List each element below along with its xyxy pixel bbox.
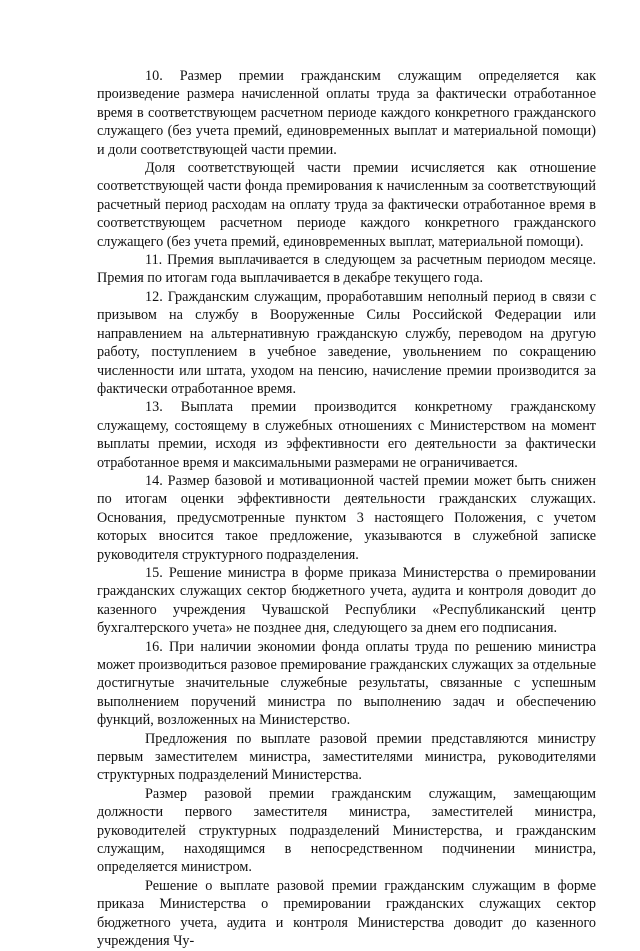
paragraph-10-share: Доля соответствующей части премии исчисляется как отношение соответствующей части фонда премирования к начисленным за соответствующий расчетный период расходам на оплату труда за фактически отработанное время в соответствующем расчетном периоде каждого конкретного гражданского служащего (без учета премий, единовременных выплат, материальной помощи). (97, 160, 596, 250)
paragraph-13: 13. Выплата премии производится конкретному гражданскому служащему, состоящему в служебных отношениях с Министерством на момент выплаты премии, исходя из эффективности его деятельности за фактически отработанное время и максимальными размерами не ограничивается. (97, 399, 596, 471)
document-body (97, 67, 596, 951)
paragraph-12: 12. Гражданским служащим, проработавшим неполный период в связи с призывом на службу в Вооруженные Силы Российской Федерации или направлением на альтернативную гражданскую службу, переводом на другую работу, поступлением в учебное заведение, увольнением по сокращению численности или штата, уходом на пенсию, начисление премии производится за фактически отработанное время. (97, 288, 596, 397)
paragraph-16: 16. При наличии экономии фонда оплаты труда по решению министра может производиться разовое премирование гражданских служащих за отдельные достигнутые значительные служебные результаты, связанные с успешным выполнением поручений министра по выполнению задач и обеспечению функций, возложенных на Министерство. (97, 638, 596, 729)
paragraph-16-size: Размер разовой премии гражданским служащим, замещающим должности первого заместителя министра, заместителей министра, руководителей структурных подразделений Министерства, и гражданским служащим, находящимся в непосредственном подчинении министра, определяется министром. (97, 785, 596, 876)
paragraph-10: 10. Размер премии гражданским служащим определяется как произведение размера начисленной оплаты труда за фактически отработанное время в соответствующем расчетном периоде каждого конкретного гражданского служащего (без учета премий, единовременных выплат и материальной помощи) и доли соответствующей части премии. (97, 68, 596, 158)
paragraph-14: 14. Размер базовой и мотивационной частей премии может быть снижен по итогам оценки эффективности деятельности гражданских служащих. Основания, предусмотренные пунктом 3 настоящего Положения, с учетом которых вносится такое предложение, указываются в служебной записке руководителя структурного подразделения. (97, 472, 596, 563)
paragraph-11: 11. Премия выплачивается в следующем за расчетным периодом месяце. Премия по итогам года выплачивается в декабре текущего года. (97, 252, 596, 287)
paragraph-16-proposals: Предложения по выплате разовой премии представляются министру первым заместителем министра, заместителями министра, руководителями структурных подразделений Министерства. (97, 730, 596, 784)
paragraph-16-decision: Решение о выплате разовой премии гражданским служащим в форме приказа Министерства о премировании гражданских служащих сектор бюджетного учета, аудита и контроля Министерства доводит до казенного учреждения Чу- (97, 877, 596, 950)
paragraph-15: 15. Решение министра в форме приказа Министерства о премировании гражданских служащих сектор бюджетного учета, аудита и контроля доводит до казенного учреждения Чувашской Республики «Республиканский центр бухгалтерского учета» не позднее дня, следующего за днем его подписания. (97, 564, 596, 637)
